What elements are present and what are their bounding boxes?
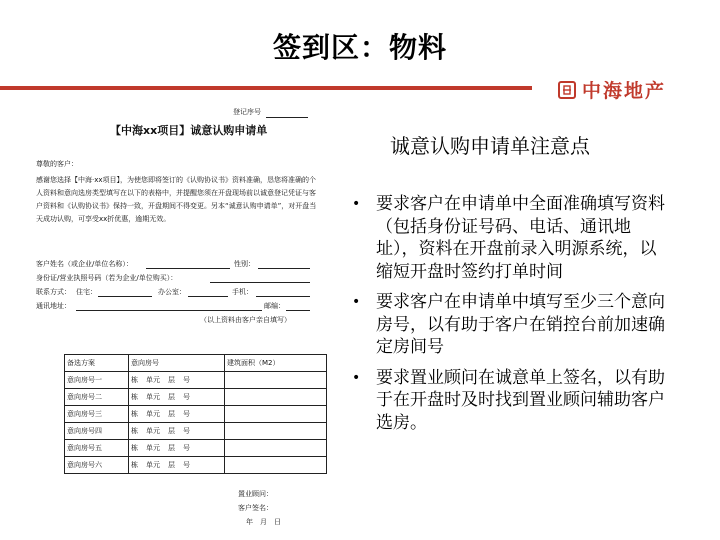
field-contact: 联系方式： xyxy=(36,288,71,296)
bullet-icon: • xyxy=(352,196,361,212)
table-row: 意向房号三 栋 单元 层 号 xyxy=(65,406,327,423)
note-text: 要求客户在申请单中全面准确填写资料（包括身份证号码、电话、通讯地址），资料在开盘前录入明源系统，以缩短开盘时签约打单时间 xyxy=(376,194,665,282)
form-title: 【中海xx项目】诚意认购申请单 xyxy=(110,124,268,137)
field-note: （以上资料由客户亲自填写） xyxy=(200,316,291,324)
form-greeting: 尊敬的客户： xyxy=(36,160,78,168)
list-item xyxy=(352,367,672,435)
list-item xyxy=(352,291,672,359)
table-row: 意向房号五 栋 单元 层 号 xyxy=(65,440,327,457)
bullet-icon: • xyxy=(352,294,361,310)
table-row: 意向房号四 栋 单元 层 号 xyxy=(65,423,327,440)
field-address: 通讯地址： xyxy=(36,302,71,310)
table-row: 意向房号一 栋 单元 层 号 xyxy=(65,372,327,389)
table-header: 建筑面积（M2） xyxy=(225,355,327,372)
list-item xyxy=(352,193,672,283)
table-row: 意向房号二 栋 单元 层 号 xyxy=(65,389,327,406)
field-residence: 住宅： xyxy=(76,288,97,296)
field-id-no: 身份证/营业执照号码（若为企业/单位购买）： xyxy=(36,274,178,282)
logo-text: 中海地产 xyxy=(582,80,667,102)
reg-no-label: 登记序号 xyxy=(233,108,261,116)
field-client-name: 客户姓名（或企业/单位名称）： xyxy=(36,260,133,268)
form-body: 感谢您选择【中海·xx项目】，为使您即将签订的《认购协议书》资料准确，恳您将准确的个人资料和意向选房类型填写在以下的表格中，并提醒您须在开盘现场前以诚意登记凭证与客户资料和《认购协议书》保持一致，开盘期间不得变更。另本“诚意认购申请单”，对开盘当天成功认购，可享受xx折优惠，逾期无效。 xyxy=(36,176,317,223)
bullet-icon: • xyxy=(352,369,361,386)
application-form-image xyxy=(28,100,328,536)
sign-consultant: 置业顾问： xyxy=(238,490,273,498)
note-text: 要求客户在申请单中填写至少三个意向房号，以有助于客户在销控台前加速确定房间号 xyxy=(376,292,665,357)
sign-client: 客户签名： xyxy=(238,504,273,512)
intent-units-table xyxy=(64,354,327,474)
field-gender: 性别： xyxy=(234,260,255,268)
note-text: 要求置业顾问在诚意单上签名，以有助于在开盘时及时找到置业顾问辅助客户选房。 xyxy=(376,367,665,433)
field-postcode: 邮编： xyxy=(264,302,285,310)
field-office: 办公室： xyxy=(158,288,186,296)
field-mobile: 手机： xyxy=(232,288,253,296)
sign-date: 年 月 日 xyxy=(246,518,281,526)
slide-title: 签到区：物料 xyxy=(272,31,447,64)
company-logo xyxy=(558,76,666,103)
table-header: 备选方案 xyxy=(65,355,129,372)
zhonghai-logo-icon xyxy=(558,81,576,99)
notes-heading: 诚意认购申请单注意点 xyxy=(390,134,590,158)
title-divider xyxy=(0,86,532,90)
notes-list xyxy=(352,193,672,442)
table-header: 意向房号 xyxy=(129,355,225,372)
table-row: 意向房号六 栋 单元 层 号 xyxy=(65,457,327,474)
